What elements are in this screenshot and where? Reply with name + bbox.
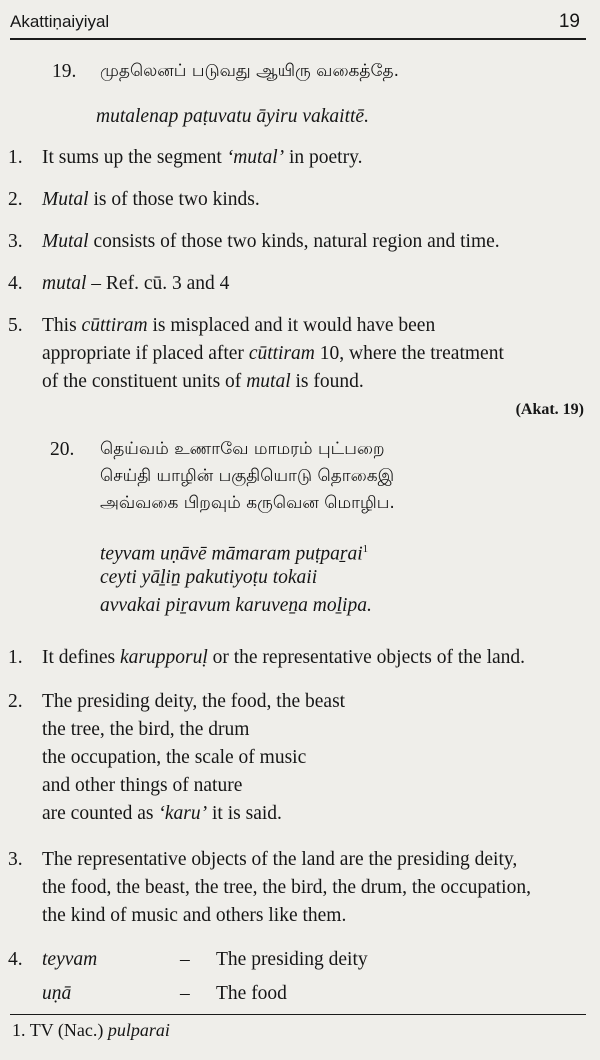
tamil-verse-line: செய்தி யாழின் பகுதியொடு தொகைஇ (100, 466, 395, 486)
glossary-term: teyvam (42, 949, 98, 970)
item-text-line: of the constituent units of mutal is found. (42, 371, 364, 392)
transliteration-line: avvakai piṟavum karuveṉa moḻipa. (100, 595, 372, 616)
item-text: It sums up the segment ‘mutal’ in poetry. (42, 147, 363, 168)
item-text-line: are counted as ‘karu’ it is said. (42, 803, 282, 824)
item-number: 2. (8, 189, 23, 210)
item-text-line: the occupation, the scale of music (42, 747, 307, 768)
transliteration-line: teyvam uṇāvē māmaram puṭpaṟai$^1$ (100, 543, 369, 565)
item-number: 3. (8, 231, 23, 252)
item-text-line: The representative objects of the land are the presiding deity, (42, 849, 518, 870)
transliteration-line: ceyti yāḻiṉ pakutiyoṭu tokaii (100, 567, 318, 588)
tamil-verse-line: தெய்வம் உணாவே மாமரம் புட்பறை (100, 439, 385, 459)
item-number: 4. (8, 273, 23, 294)
item-number: 5. (8, 315, 23, 336)
footnote (12, 1020, 170, 1041)
transliteration-line: mutalenap paṭuvatu āyiru vakaittē. (96, 106, 369, 127)
item-number: 3. (8, 849, 23, 870)
running-head: Akattiṇaiyiyal (10, 12, 110, 31)
item-text-line: the tree, the bird, the drum (42, 719, 250, 740)
sutra-number: 20. (50, 439, 75, 460)
item-text-line: appropriate if placed after cūttiram 10, where the treatment (42, 343, 504, 364)
glossary-dash: – (180, 983, 190, 1004)
footnote-term: pulparai (107, 1020, 170, 1040)
tamil-verse-line: அவ்வகை பிறவும் கருவென மொழிப. (100, 493, 395, 513)
tamil-verse-line: முதலெனப் படுவது ஆயிரு வகைத்தே. (100, 61, 400, 81)
item-number: 1. (8, 147, 23, 168)
item-text-line: the kind of music and others like them. (42, 905, 347, 926)
item-text-line: This cūttiram is misplaced and it would have been (42, 315, 436, 336)
glossary-meaning: The presiding deity (216, 949, 368, 970)
citation: (Akat. 19) (515, 401, 584, 418)
item-text: It defines karupporuḷ or the representative objects of the land. (42, 647, 526, 668)
footnote-rule (10, 1014, 586, 1015)
item-number: 1. (8, 647, 23, 668)
footnote-text: TV (Nac.) (29, 1020, 108, 1040)
item-text-line: and other things of nature (42, 775, 243, 796)
glossary-term: uṇā (42, 983, 72, 1004)
page-number: 19 (558, 11, 580, 32)
sutra-number: 19. (52, 61, 77, 82)
item-text-line: the food, the beast, the tree, the bird, the drum, the occupation, (42, 877, 531, 898)
glossary-meaning: The food (216, 983, 287, 1004)
item-text: mutal – Ref. cū. 3 and 4 (42, 273, 230, 294)
glossary-dash: – (180, 949, 190, 970)
footnote-number: 1. (12, 1020, 26, 1040)
item-text: Mutal consists of those two kinds, natural region and time. (42, 231, 500, 252)
page-header (10, 8, 586, 40)
item-text-line: The presiding deity, the food, the beast (42, 691, 346, 712)
item-number: 4. (8, 949, 23, 970)
item-number: 2. (8, 691, 23, 712)
item-text: Mutal is of those two kinds. (42, 189, 260, 210)
